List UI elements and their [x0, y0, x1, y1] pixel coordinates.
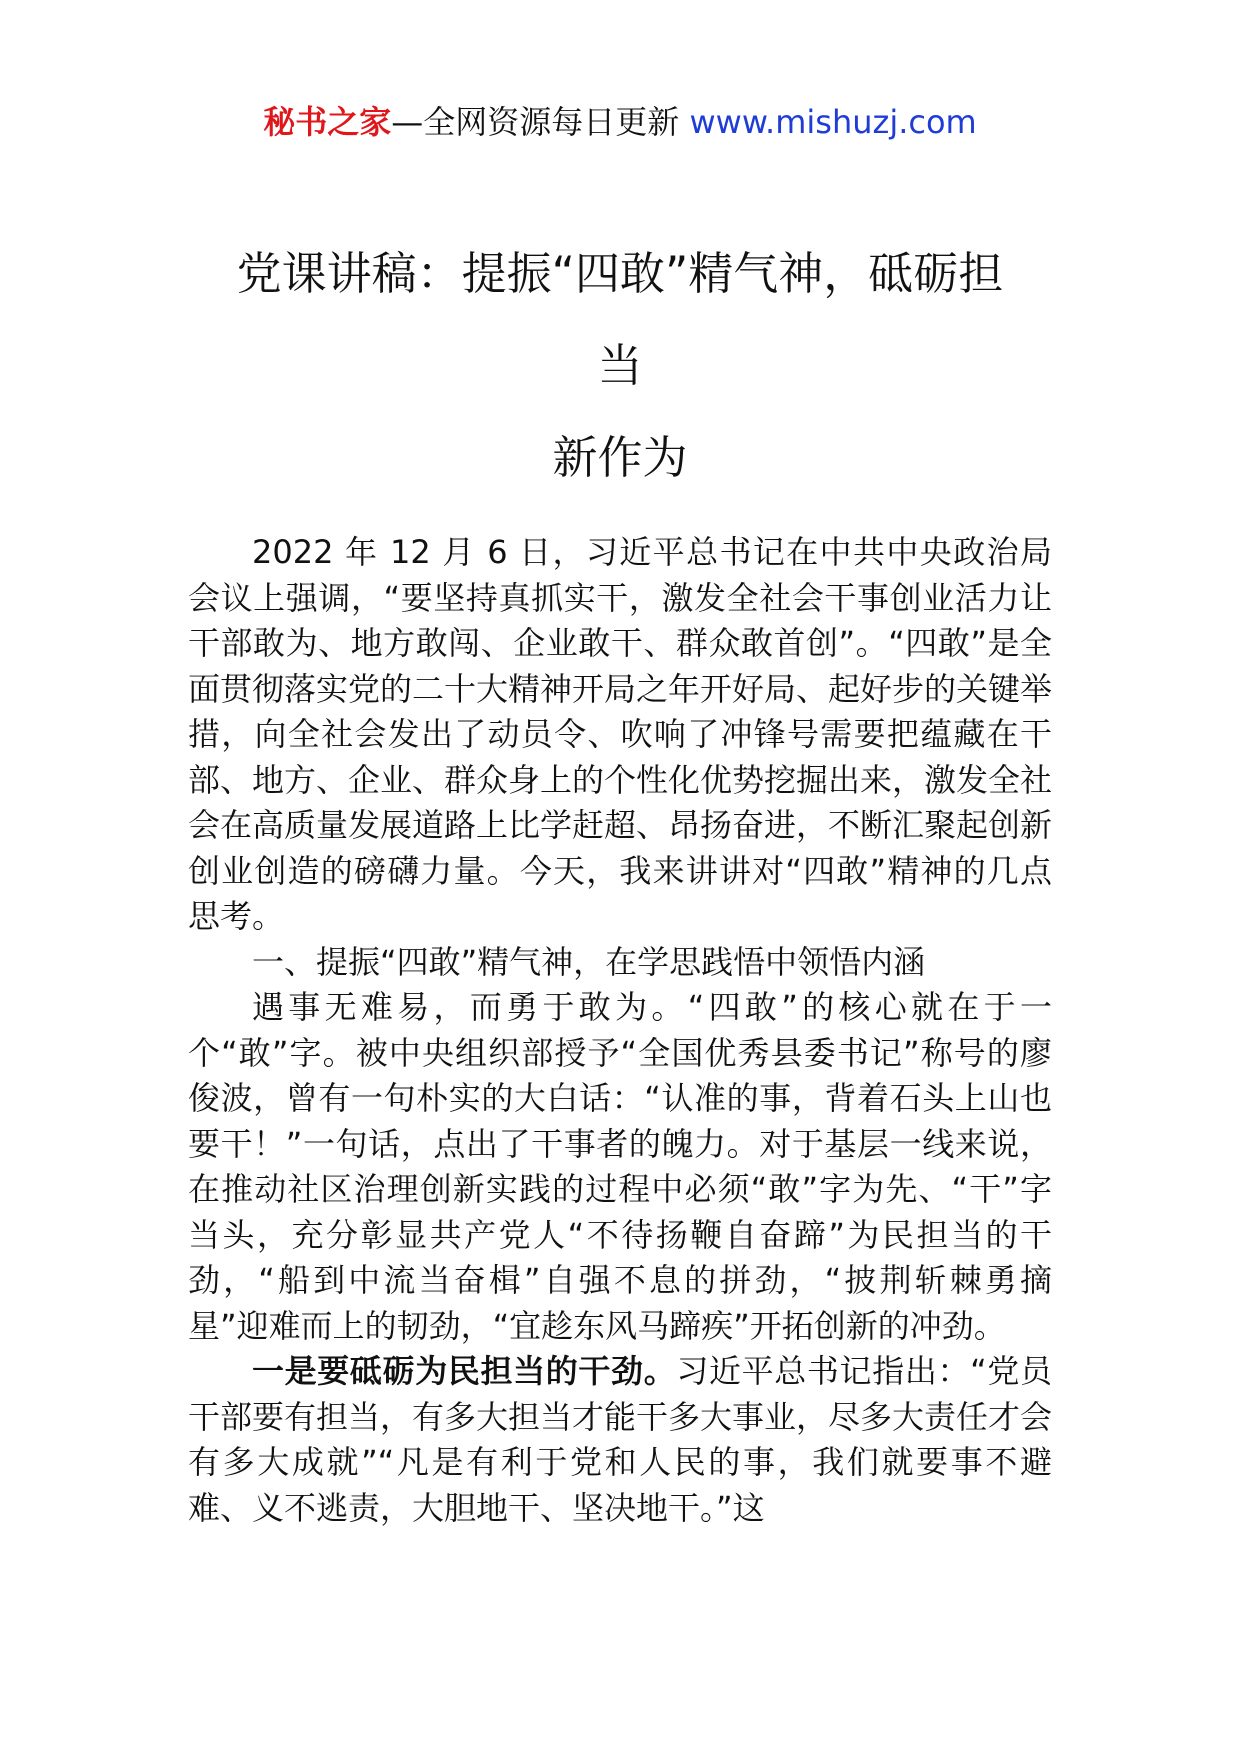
title-line-3: 新作为: [552, 431, 688, 484]
title-line-1: 党课讲稿：提振“四敢”精气神，砥砺担: [236, 247, 1004, 300]
document-body: [188, 530, 1052, 1531]
point-1-lead: 一是要砥砺为民担当的干劲。: [252, 1352, 677, 1390]
banner-slogan: —全网资源每日更新: [391, 103, 690, 141]
paragraph-point-1: [188, 1349, 1052, 1531]
banner-url-link[interactable]: www.mishuzj.com: [689, 103, 977, 141]
banner-brand: 秘书之家: [263, 103, 392, 141]
section-heading-1: 一、提振“四敢”精气神，在学思践悟中领悟内涵: [252, 942, 926, 981]
site-banner: [0, 98, 1240, 146]
paragraph-intro: 2022 年 12 月 6 日，习近平总书记在中共中央政治局会议上强调，“要坚持真抓实干，激发全社会干事创业活力让干部敢为、地方敢闯、企业敢干、群众敢首创”。“四敢”是全面贯彻落实党的二十大精神开局之年开好局、起好步的关键举措，向全社会发出了动员令、吹响了冲锋号需要把蕴藏在干部、地方、企业、群众身上的个性化优势挖掘出来，激发全社会在高质量发展道路上比学赶超、昂扬奋进，不断汇聚起创新创业创造的磅礴力量。今天，我来讲讲对“四敢”精神的几点思考。: [188, 533, 1053, 935]
point-1-text: 习近平总书记指出：“党员干部要有担当，有多大担当才能干多大事业，尽多大责任才会有多大成就”“凡是有利于党和人民的事，我们就要事不避难、义不逃责，大胆地干、坚决地干。”这: [188, 1352, 1053, 1527]
document-title: [160, 228, 1080, 504]
paragraph-section-1: 遇事无难易，而勇于敢为。“四敢”的核心就在于一个“敢”字。被中央组织部授予“全国优秀县委书记”称号的廖俊波，曾有一句朴实的大白话：“认准的事，背着石头上山也要干！”一句话，点出了干事者的魄力。对于基层一线来说，在推动社区治理创新实践的过程中必须“敢”字为先、“干”字当头，充分彰显共产党人“不待扬鞭自奋蹄”为民担当的干劲，“船到中流当奋楫”自强不息的拼劲，“披荆斩棘勇摘星”迎难而上的韧劲，“宜趁东风马蹄疾”开拓创新的冲劲。: [188, 988, 1052, 1345]
title-line-2: 当: [597, 339, 643, 392]
